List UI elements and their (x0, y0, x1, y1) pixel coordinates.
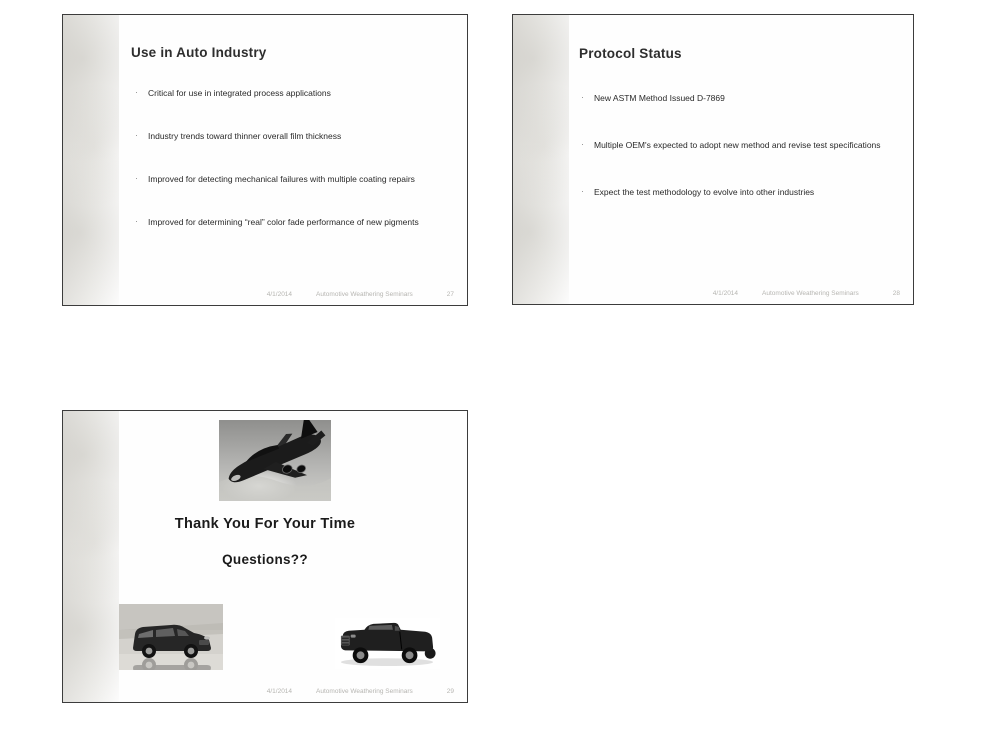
pickup-truck-photo (334, 618, 441, 669)
bullet-list (133, 88, 425, 260)
slide-use-in-auto-industry (62, 14, 468, 306)
airplane-photo (219, 420, 331, 501)
scan-shadow-band (63, 15, 119, 305)
slide-footer (713, 290, 900, 297)
bullet-item (579, 187, 885, 198)
footer-page-number: 28 (892, 290, 900, 297)
slide-title: Use in Auto Industry (131, 45, 267, 60)
bullet-list (579, 93, 885, 234)
footer-page-number: 29 (446, 688, 454, 695)
footer-date: 4/1/2014 (266, 688, 293, 695)
footer-page-number: 27 (446, 291, 454, 298)
slide-protocol-status (512, 14, 914, 305)
bullet-icon: · (135, 130, 138, 140)
bullet-text: Multiple OEM's expected to adopt new method and revise test specifications (594, 140, 881, 150)
bullet-icon: · (581, 92, 584, 102)
suv-photo (119, 604, 223, 670)
bullet-text: Industry trends toward thinner overall film thickness (148, 131, 342, 141)
bullet-text: New ASTM Method Issued D-7869 (594, 93, 725, 103)
footer-deck-title: Automotive Weathering Seminars (316, 688, 413, 695)
bullet-icon: · (581, 139, 584, 149)
scan-shadow-band (513, 15, 569, 304)
slide-footer (267, 291, 454, 298)
bullet-icon: · (135, 87, 138, 97)
bullet-text: Critical for use in integrated process applications (148, 88, 331, 98)
bullet-item (579, 140, 885, 151)
questions-text: Questions?? (222, 552, 308, 567)
bullet-text: Improved for detecting mechanical failures with multiple coating repairs (148, 174, 415, 184)
bullet-icon: · (135, 173, 138, 183)
bullet-icon: · (581, 186, 584, 196)
bullet-icon: · (135, 216, 138, 226)
bullet-item (133, 88, 425, 99)
slide-footer (267, 688, 454, 695)
bullet-item (579, 93, 885, 104)
footer-date: 4/1/2014 (266, 291, 293, 298)
bullet-text: Expect the test methodology to evolve into other industries (594, 187, 815, 197)
bullet-text: Improved for determining “real” color fade performance of new pigments (148, 217, 419, 227)
slide-title: Protocol Status (579, 46, 682, 61)
bullet-item (133, 131, 425, 142)
bullet-item (133, 217, 425, 228)
slide-thank-you (62, 410, 468, 703)
footer-date: 4/1/2014 (712, 290, 739, 297)
bullet-item (133, 174, 425, 185)
footer-deck-title: Automotive Weathering Seminars (762, 290, 859, 297)
thank-you-text: Thank You For Your Time (174, 516, 356, 532)
footer-deck-title: Automotive Weathering Seminars (316, 291, 413, 298)
